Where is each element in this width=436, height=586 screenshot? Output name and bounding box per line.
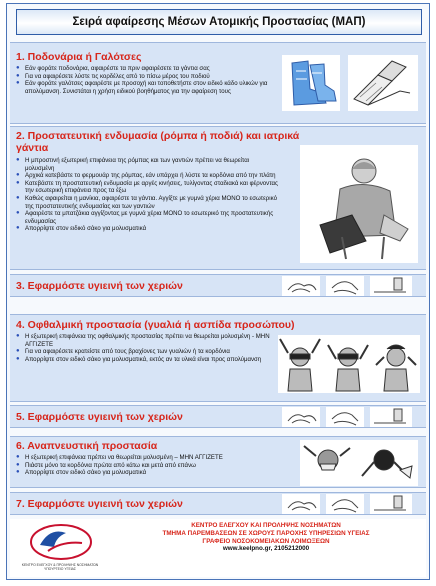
list-item: ● Αρχικά κατεβάστε το φερμουάρ της ρόμπας, εάν υπάρχει ή λύστε τα κορδόνια από την πλάτη (16, 172, 276, 180)
keelpno-logo (26, 521, 96, 563)
mask-removal-illustration (300, 440, 418, 486)
bullet-icon: ● (16, 172, 20, 179)
bullet-icon: ● (16, 348, 20, 355)
organization-info (128, 522, 404, 553)
section-heading: 2. Προστατευτική ενδυμασία (ρόμπα ή ποδιά) και ιατρικά γάντια (16, 130, 300, 154)
list-item: ● Η μπροστινή εξωτερική επιφάνεια της ρόμπας και των γαντιών πρέπει να θεωρείται μολυσμένη (16, 157, 250, 172)
bullet-icon: ● (16, 194, 20, 201)
bullet-icon: ● (16, 210, 20, 217)
org-office: ΓΡΑΦΕΙΟ ΝΟΣΟΚΟΜΕΙΑΚΩΝ ΛΟΙΜΩΞΕΩΝ (202, 537, 330, 545)
list-item: ● Απορρίψτε στον ειδικό σάκο για μολυσματικά, εκτός αν τα υλικά είναι προς απολύμανση (16, 355, 262, 363)
hygiene-heading: 7. Εφαρμόστε υγιεινή των χεριών (16, 498, 183, 510)
hand-hygiene-band (10, 274, 426, 297)
hygiene-heading: 3. Εφαρμόστε υγιεινή των χεριών (16, 280, 183, 292)
hand-washing-icon (282, 407, 320, 427)
sink-icon (370, 407, 412, 427)
list-item: ● Εάν φοράτε ποδονάρια, αφαιρέστε τα πριν αφαιρέσετε τα γάντια σας (16, 65, 210, 72)
sink-icon (370, 276, 412, 296)
section-eye-protection (10, 314, 426, 402)
bullet-list (16, 333, 274, 363)
contact-info: www.keelpno.gr, 2105212000 (222, 545, 310, 553)
section-heading: 4. Οφθαλμική προστασία (γυαλιά ή ασπίδα προσώπου) (16, 319, 295, 331)
list-item: ● Απορρίψτε στον ειδικό σάκο για μολυσματικά (16, 469, 147, 477)
list-item: ● Για να αφαιρέσετε κρατείστε από τους βραχίονες των γυαλιών ή τα κορδόνια (16, 348, 230, 356)
list-item: ● Καθώς αφαιρείται η μανίκια, αφαιρέστε τα γάντια. Αγγίξτε με γυμνά χέρια ΜΟΝΟ το εσωτερικό της προστατευτικής ενδυμασίας και των γαντιών (16, 194, 277, 210)
list-item: ● Για να αφαιρέσετε λύστε τις κορδέλες από το πίσω μέρος του ποδιού (16, 72, 210, 80)
list-item: ● Πιάστε μόνο τα κορδόνια πρώτα από κάτω και μετά από επάνω (16, 461, 196, 469)
list-item: ● Κατεβάστε τη προστατευτική ενδυμασία με αργές κινήσεις, τυλίγοντας σταδιακά και φέρνοντας την εσωτερική επιφάνεια προς τα έξω (16, 179, 278, 195)
bullet-icon: ● (16, 355, 20, 362)
bullet-list (16, 157, 278, 233)
bullet-icon: ● (16, 157, 20, 163)
hand-hygiene-band (10, 492, 426, 515)
section-heading: 1. Ποδονάρια ή Γαλότσες (16, 51, 142, 63)
list-item: ● Αφαιρέστε τα μπατζάκια αγγίζοντας με γυμνά χέρια ΜΟΝΟ το εσωτερικό της προστατευτικής ενδυμασίας (16, 210, 274, 225)
bullet-list (16, 454, 274, 477)
section-heading: 6. Αναπνευστική προστασία (16, 440, 158, 452)
boot-removal-illustration (348, 55, 418, 111)
sink-icon (370, 494, 412, 514)
bullet-icon: ● (16, 72, 20, 79)
hygiene-heading: 5. Εφαρμόστε υγιεινή των χεριών (16, 411, 183, 423)
logo-caption: ΚΕΝΤΡΟ ΕΛΕΓΧΟΥ & ΠΡΟΛΗΨΗΣ ΝΟΣΗΜΑΤΩΝ ΥΠΟΥΡΓΕΙΟ ΥΓΕΙΑΣ (21, 563, 99, 572)
list-item: ● Η εξωτερική επιφάνεια της οφθαλμικής προστασίας πρέπει να θεωρείται μολυσμένη - ΜΗΝ ΑΓΓΙΖΕΤΕ (16, 333, 270, 348)
bullet-icon: ● (16, 225, 20, 232)
hand-washing-icon (282, 494, 320, 514)
bullet-icon: ● (16, 469, 20, 476)
bullet-icon: ● (16, 80, 20, 87)
list-item: ● Η εξωτερική επιφάνεια πρέπει να θεωρείται μολυσμένη – ΜΗΝ ΑΓΓΙΖΕΤΕ (16, 454, 223, 461)
hand-washing-icon (282, 276, 320, 296)
bullet-list (16, 65, 274, 95)
section-foot-covers (10, 42, 426, 124)
section-gown-gloves (10, 126, 426, 270)
bullet-icon: ● (16, 65, 20, 71)
list-item: ● Εάν φοράτε γαλότσες αφαιρέστε με προσοχή και τοποθετήστε στον ειδικό κάδο υλικών για απολύμανση. Συνιστάται η χρήση ειδικού βοηθήματος για την αφαίρεση τους (16, 80, 268, 95)
bullet-icon: ● (16, 179, 20, 186)
hand-washing-icon (326, 276, 364, 296)
bullet-icon: ● (16, 454, 20, 460)
org-name: ΚΕΝΤΡΟ ΕΛΕΓΧΟΥ ΚΑΙ ΠΡΟΛΗΨΗΣ ΝΟΣΗΜΑΤΩΝ (191, 522, 341, 529)
poster (6, 3, 430, 580)
hand-hygiene-band (10, 405, 426, 428)
bullet-icon: ● (16, 333, 20, 339)
hand-washing-icon (326, 494, 364, 514)
org-department: ΤΜΗΜΑ ΠΑΡΕΜΒΑΣΕΩΝ ΣΕ ΧΩΡΟΥΣ ΠΑΡΟΧΗΣ ΥΠΗΡΕΣΙΩΝ ΥΓΕΙΑΣ (162, 529, 370, 537)
poster-title: Σειρά αφαίρεσης Μέσων Ατομικής Προστασίας (ΜΑΠ) (16, 9, 422, 35)
list-item: ● Απορρίψτε στον ειδικό σάκο για μολυσματικά (16, 225, 147, 233)
hand-washing-icon (326, 407, 364, 427)
goggles-removal-illustration (278, 335, 420, 393)
section-respiratory (10, 436, 426, 488)
bullet-icon: ● (16, 461, 20, 468)
shoe-cover-illustration (282, 55, 340, 111)
footer (10, 519, 426, 577)
gown-removal-illustration (300, 145, 418, 263)
